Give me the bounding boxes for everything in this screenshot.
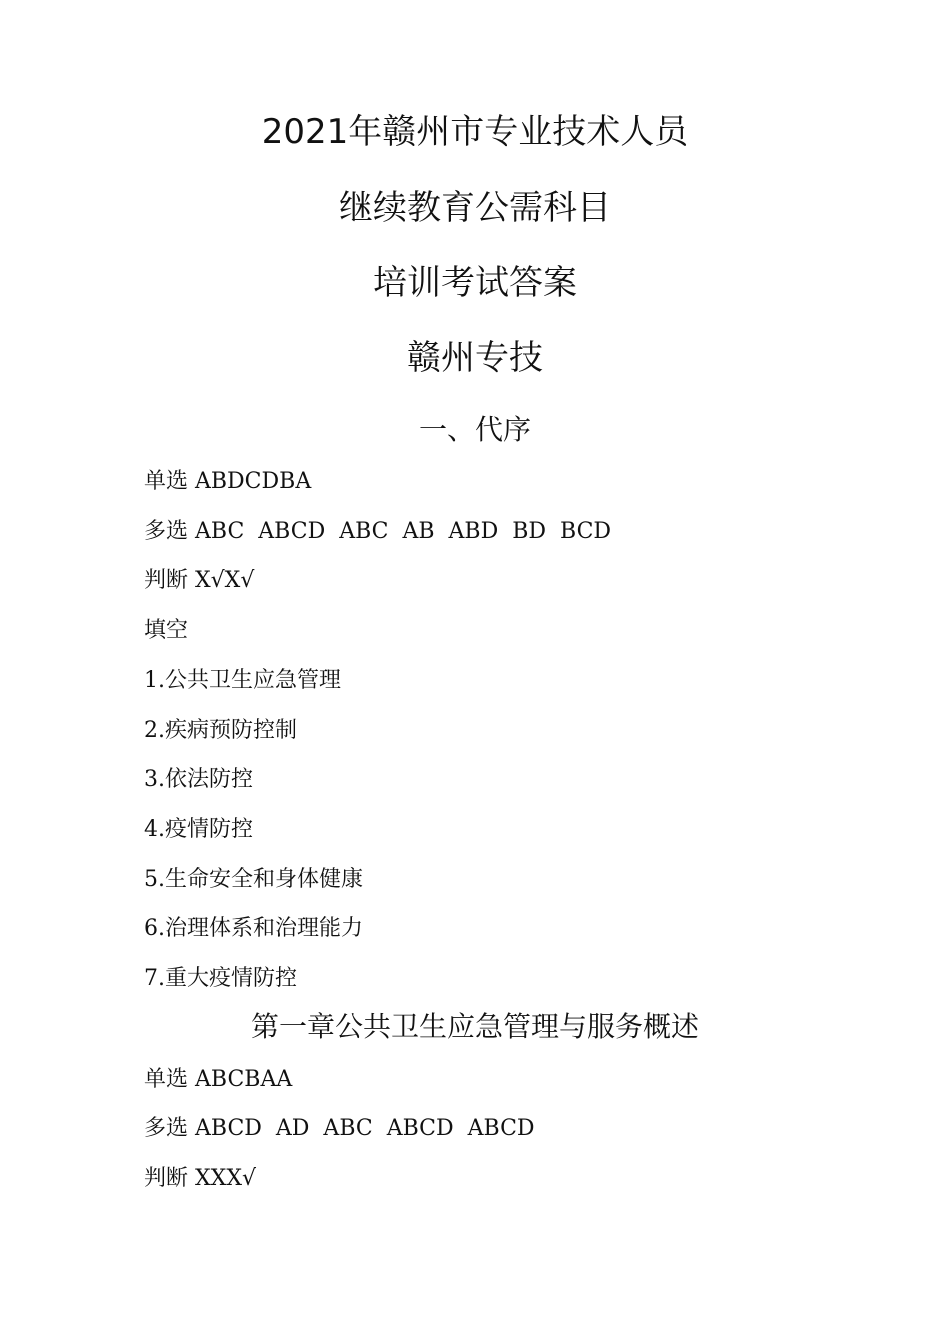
fill-blank-answer: 6.治理体系和治理能力 <box>144 916 363 941</box>
fill-blank-answer: 5.生命安全和身体健康 <box>144 867 363 892</box>
section-heading-chapter-1: 第一章公共卫生应急管理与服务概述 <box>250 1010 699 1043</box>
document-subtitle: 赣州专技 <box>407 338 543 378</box>
fill-blank-answer: 3.依法防控 <box>144 767 253 792</box>
multi-choice-answers: 多选 ABCD AD ABC ABCD ABCD <box>144 1116 535 1141</box>
fill-blank-label: 填空 <box>144 618 189 643</box>
true-false-answers: 判断 XXX√ <box>144 1166 256 1191</box>
fill-blank-answer: 4.疫情防控 <box>144 817 253 842</box>
fill-blank-answer: 1.公共卫生应急管理 <box>144 668 341 693</box>
document-title-line-2: 继续教育公需科目 <box>339 188 611 228</box>
single-choice-answers: 单选 ABCBAA <box>144 1067 293 1092</box>
document-title-line-3: 培训考试答案 <box>373 263 577 303</box>
fill-blank-answer: 2.疾病预防控制 <box>144 718 297 743</box>
section-heading-preface: 一、代序 <box>418 413 531 446</box>
fill-blank-answer: 7.重大疫情防控 <box>144 966 297 991</box>
multi-choice-answers: 多选 ABC ABCD ABC AB ABD BD BCD <box>144 519 612 544</box>
document-title-line-1: 2021年赣州市专业技术人员 <box>261 112 689 152</box>
true-false-answers: 判断 X√X√ <box>144 568 255 593</box>
single-choice-answers: 单选 ABDCDBA <box>144 469 312 494</box>
